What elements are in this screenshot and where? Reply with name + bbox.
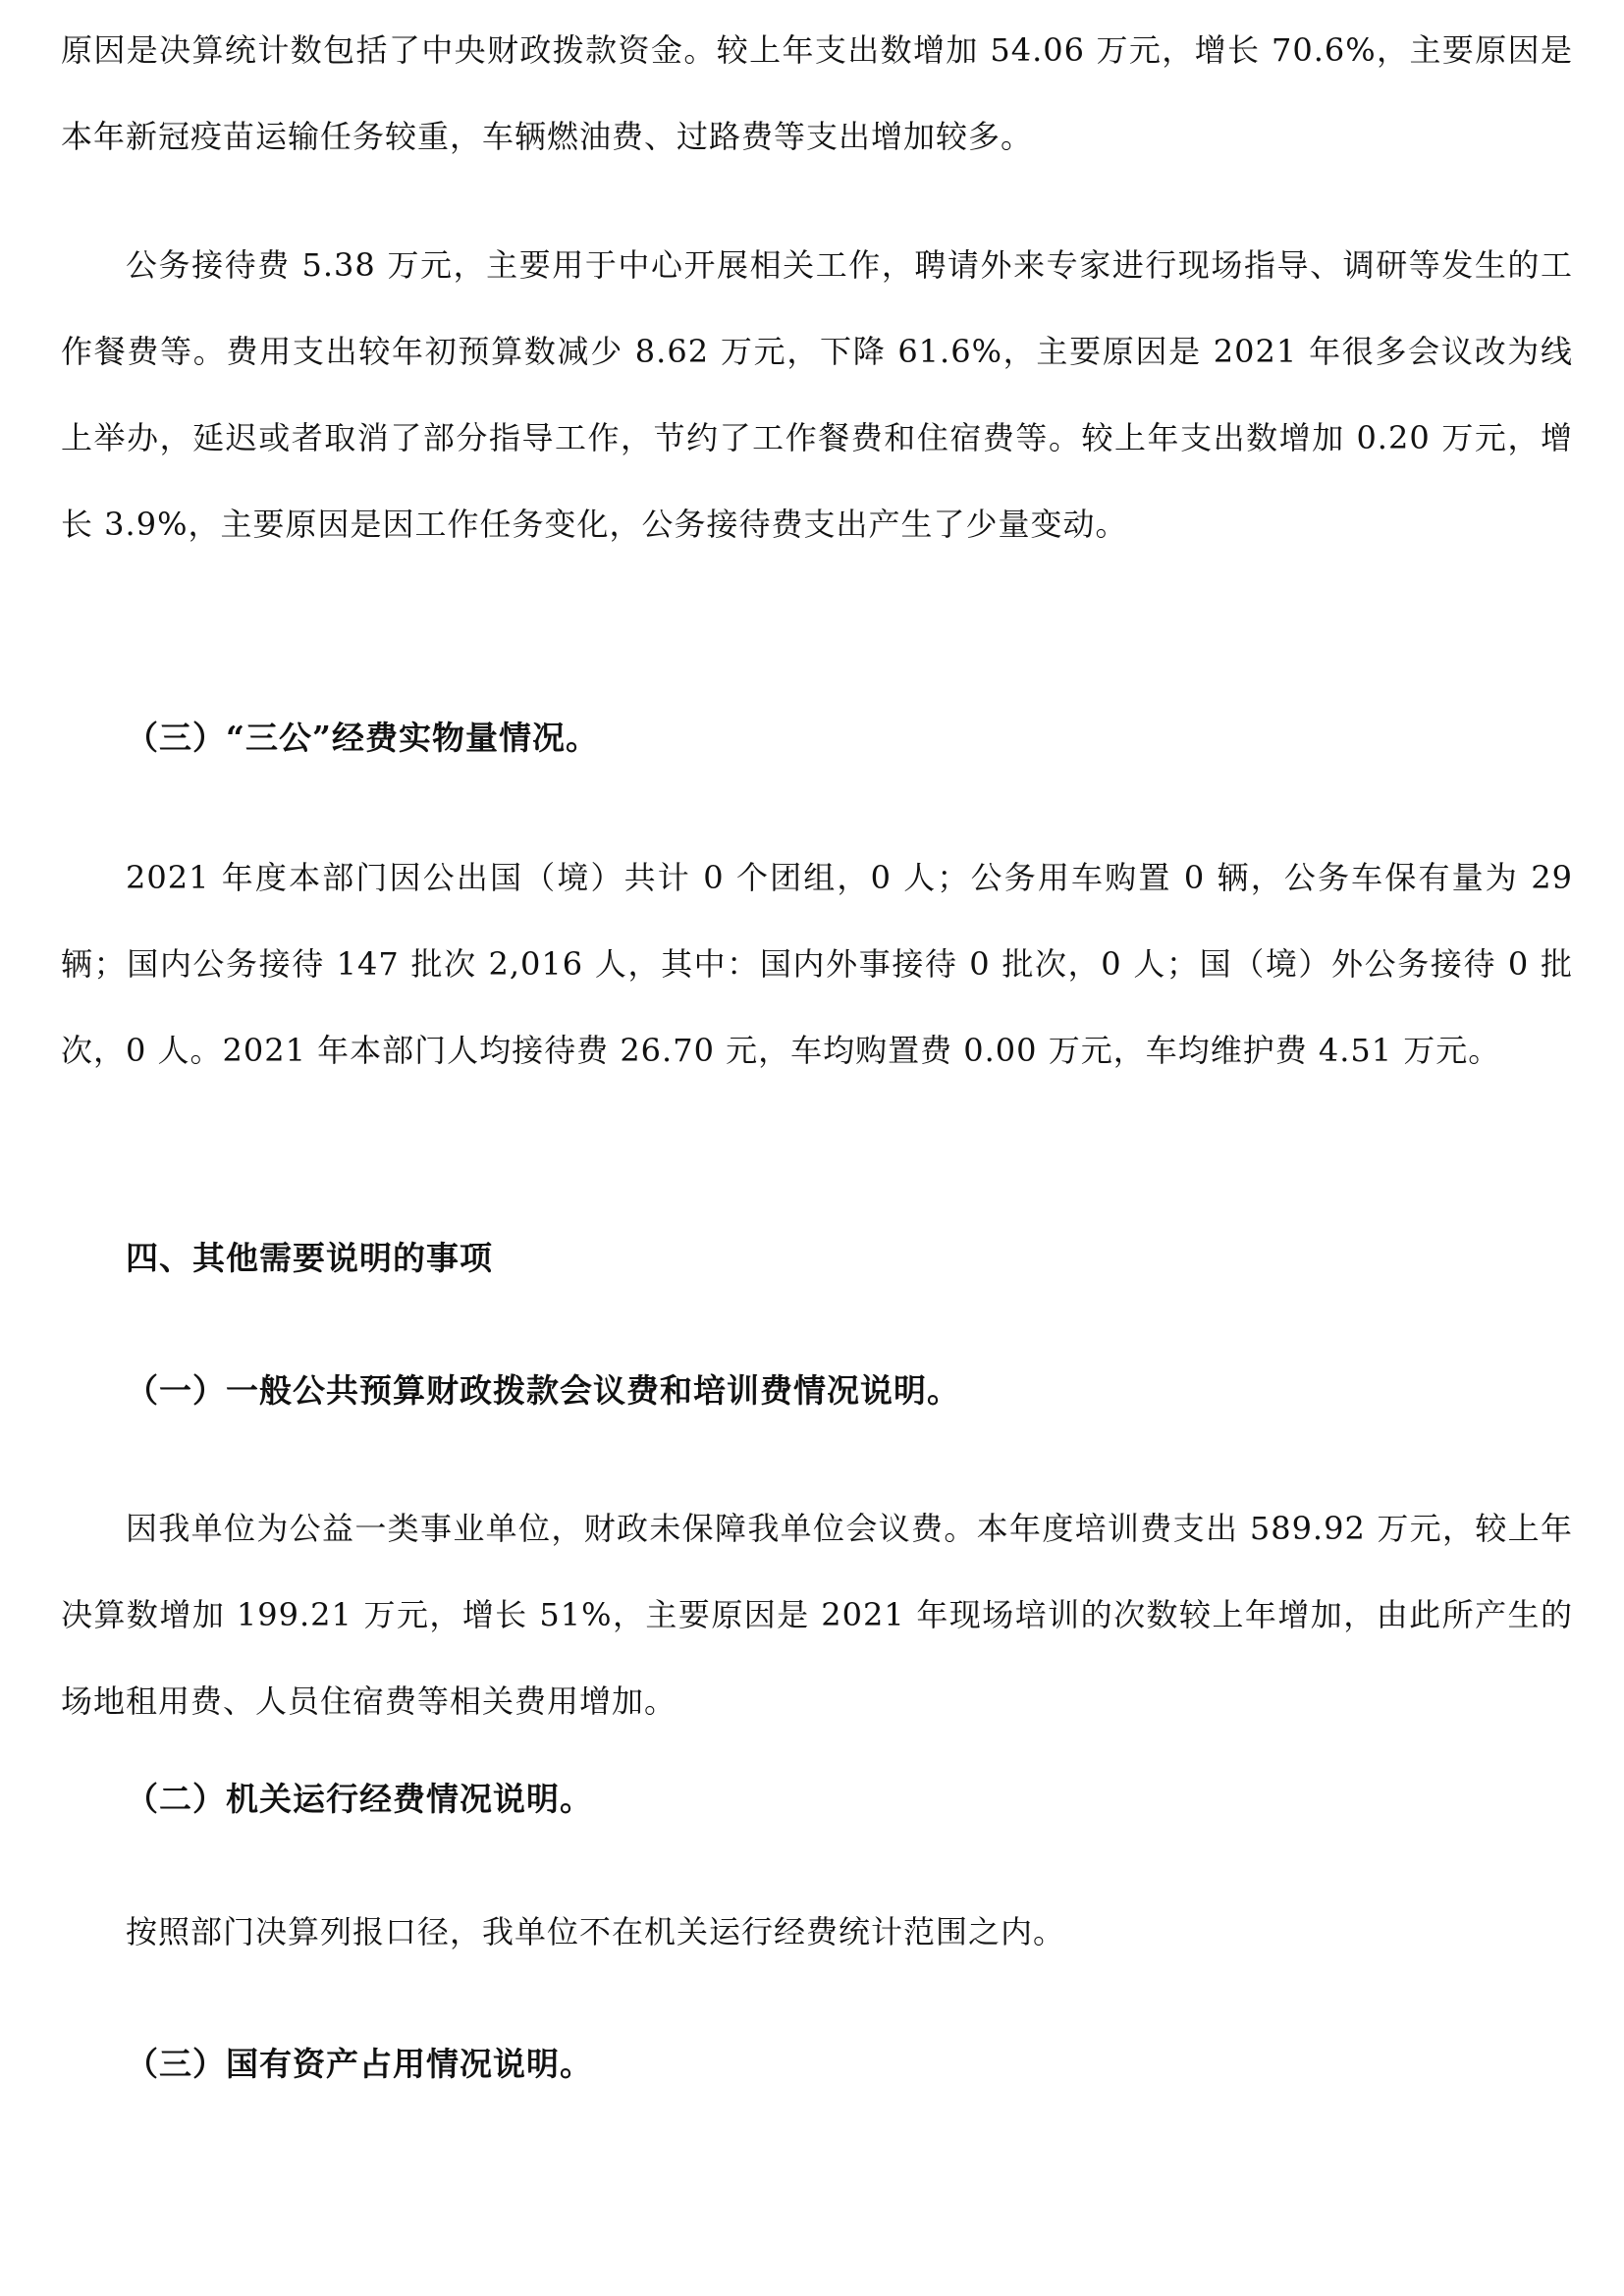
- paragraph-meeting-training: 因我单位为公益一类事业单位，财政未保障我单位会议费。本年度培训费支出 589.92 万元，较上年决算数增加 199.21 万元，增长 51%，主要原因是 2021 年现场培训的次数较上年增加，由此所产生的场地租用费、人员住宿费等相关费用增加。: [61, 1510, 1573, 1720]
- heading-san-gong-physical-quantity: （三）“三公”经费实物量情况。: [126, 719, 599, 757]
- paragraph-vehicle-expense-continued: 原因是决算统计数包括了中央财政拨款资金。较上年支出数增加 54.06 万元，增长 70.6%，主要原因是本年新冠疫苗运输任务较重，车辆燃油费、过路费等支出增加较多。: [61, 31, 1573, 155]
- paragraph-physical-quantity: 2021 年度本部门因公出国（境）共计 0 个团组，0 人；公务用车购置 0 辆，公务车保有量为 29 辆；国内公务接待 147 批次 2,016 人，其中：国内外事接待 0 批次，0 人；国（境）外公务接待 0 批次，0 人。2021 年本部门人均接待费 26.70 元，车均购置费 0.00 万元，车均维护费 4.51 万元。: [61, 859, 1573, 1069]
- heading-state-assets: （三）国有资产占用情况说明。: [126, 2045, 593, 2083]
- paragraph-official-reception: 公务接待费 5.38 万元，主要用于中心开展相关工作，聘请外来专家进行现场指导、调研等发生的工作餐费等。费用支出较年初预算数减少 8.62 万元，下降 61.6%，主要原因是 2021 年很多会议改为线上举办，延迟或者取消了部分指导工作，节约了工作餐费和住宿费等。较上年支出数增加 0.20 万元，增长 3.9%，主要原因是因工作任务变化，公务接待费支出产生了少量变动。: [61, 246, 1573, 543]
- heading-section-four: 四、其他需要说明的事项: [126, 1239, 493, 1277]
- heading-meeting-training: （一）一般公共预算财政拨款会议费和培训费情况说明。: [126, 1371, 960, 1410]
- paragraph-agency-operating: 按照部门决算列报口径，我单位不在机关运行经费统计范围之内。: [126, 1913, 1066, 1950]
- heading-agency-operating: （二）机关运行经费情况说明。: [126, 1780, 593, 1818]
